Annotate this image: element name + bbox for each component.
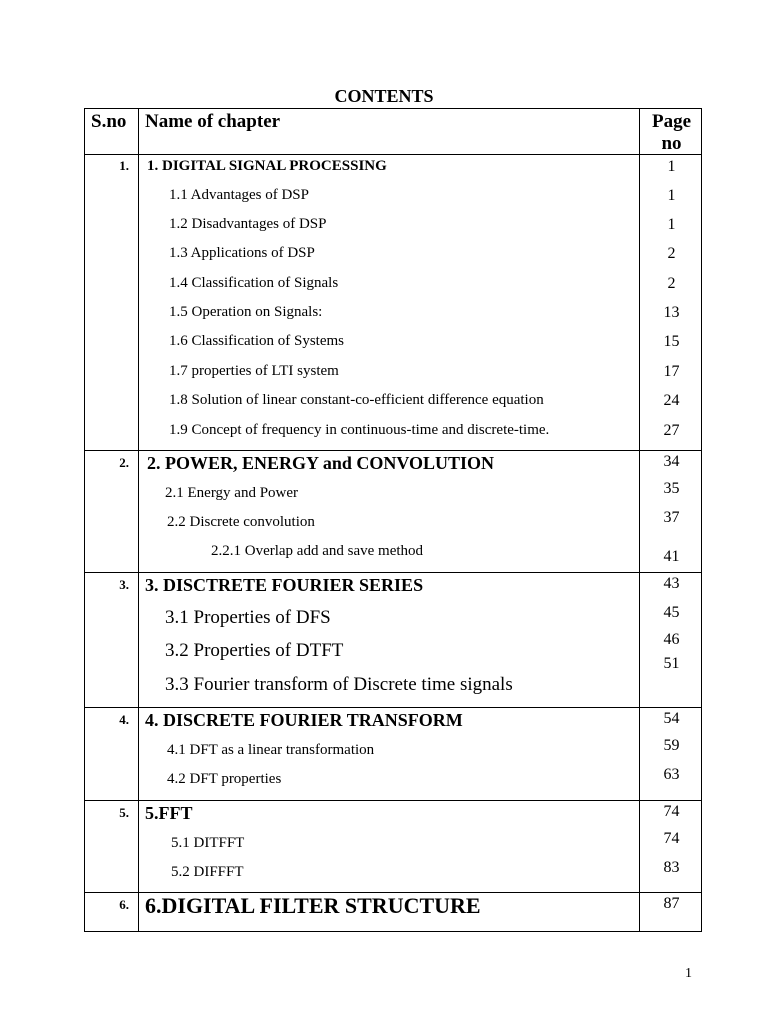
page-number: 1 — [667, 216, 676, 233]
page-number: 74 — [663, 830, 680, 847]
subsection-title: 2.1 Energy and Power — [165, 485, 299, 501]
chapter-section-4 — [85, 708, 701, 801]
page-number: 41 — [663, 548, 680, 565]
contents-title: CONTENTS — [334, 86, 434, 106]
chapter-title: 5.FFT — [145, 803, 193, 823]
page-number: 37 — [663, 509, 680, 526]
chapter-title: 1. DIGITAL SIGNAL PROCESSING — [147, 158, 387, 174]
page-number: 63 — [663, 766, 680, 783]
subsection-title: 3.1 Properties of DFS — [165, 607, 331, 628]
page-number: 13 — [663, 304, 680, 321]
subsection-title: 1.3 Applications of DSP — [169, 245, 315, 261]
chapter-number: 5. — [119, 805, 129, 820]
chapter-section-1 — [85, 155, 701, 451]
chapter-number: 4. — [119, 712, 129, 727]
subsection-title: 4.2 DFT properties — [167, 771, 282, 787]
chapter-title: 6.DIGITAL FILTER STRUCTURE — [145, 893, 481, 918]
chapter-title: 3. DISCTRETE FOURIER SERIES — [145, 575, 424, 595]
page-number: 35 — [663, 480, 680, 497]
contents-table — [84, 108, 702, 932]
chapter-number: 6. — [119, 897, 129, 912]
page-number: 59 — [663, 737, 680, 754]
page-number: 46 — [663, 631, 680, 648]
subsection-title: 4.1 DFT as a linear transformation — [167, 742, 375, 758]
chapter-title: 2. POWER, ENERGY and CONVOLUTION — [147, 453, 495, 473]
subsection-title: 1.4 Classification of Signals — [169, 275, 339, 291]
chapter-section-6 — [85, 893, 701, 931]
chapter-section-2 — [85, 451, 701, 573]
subsection-title: 2.2 Discrete convolution — [167, 514, 315, 530]
chapter-section-5 — [85, 801, 701, 893]
page-number: 1 — [667, 187, 676, 204]
page-number: 15 — [663, 333, 680, 350]
header-sno: S.no — [91, 111, 127, 132]
page-number: 2 — [667, 245, 676, 262]
chapter-number: 3. — [119, 577, 129, 592]
page-number: 2 — [667, 275, 676, 292]
chapter-number: 1. — [119, 158, 129, 173]
chapter-title: 4. DISCRETE FOURIER TRANSFORM — [145, 710, 463, 730]
page-number: 1 — [667, 158, 676, 175]
subsection-title: 1.6 Classification of Systems — [169, 333, 344, 349]
page-number: 83 — [663, 859, 680, 876]
page-number: 34 — [663, 453, 680, 470]
subsection-title: 1.9 Concept of frequency in continuous-time and discrete-time. — [169, 422, 550, 438]
page-number: 74 — [663, 803, 680, 820]
page-number: 17 — [663, 363, 680, 380]
subsection-title: 3.2 Properties of DTFT — [165, 640, 344, 661]
subsection-title: 1.7 properties of LTI system — [169, 363, 339, 379]
subsection-title: 1.5 Operation on Signals: — [169, 304, 323, 320]
subsection-title: 1.8 Solution of linear constant-co-efficient difference equation — [169, 392, 544, 408]
page-number: 87 — [663, 895, 680, 912]
chapter-section-3 — [85, 573, 701, 708]
subsection-title: 5.1 DITFFT — [171, 835, 245, 851]
page-number: 43 — [663, 575, 680, 592]
subsection-title: 2.2.1 Overlap add and save method — [211, 543, 424, 559]
subsection-title: 1.1 Advantages of DSP — [169, 187, 309, 203]
subsection-title: 3.3 Fourier transform of Discrete time signals — [165, 674, 513, 695]
page-number: 51 — [663, 655, 680, 672]
subsection-title: 5.2 DIFFFT — [171, 864, 244, 880]
page-number: 54 — [663, 710, 680, 727]
header-chapter: Name of chapter — [145, 111, 281, 132]
page-number: 24 — [663, 392, 680, 409]
subsection-title: 1.2 Disadvantages of DSP — [169, 216, 327, 232]
table-header — [85, 109, 701, 155]
page-number: 27 — [663, 422, 680, 439]
header-page: Page no — [651, 111, 692, 154]
footer-page-number: 1 — [685, 966, 692, 981]
chapter-number: 2. — [119, 455, 129, 470]
page-number: 45 — [663, 604, 680, 621]
